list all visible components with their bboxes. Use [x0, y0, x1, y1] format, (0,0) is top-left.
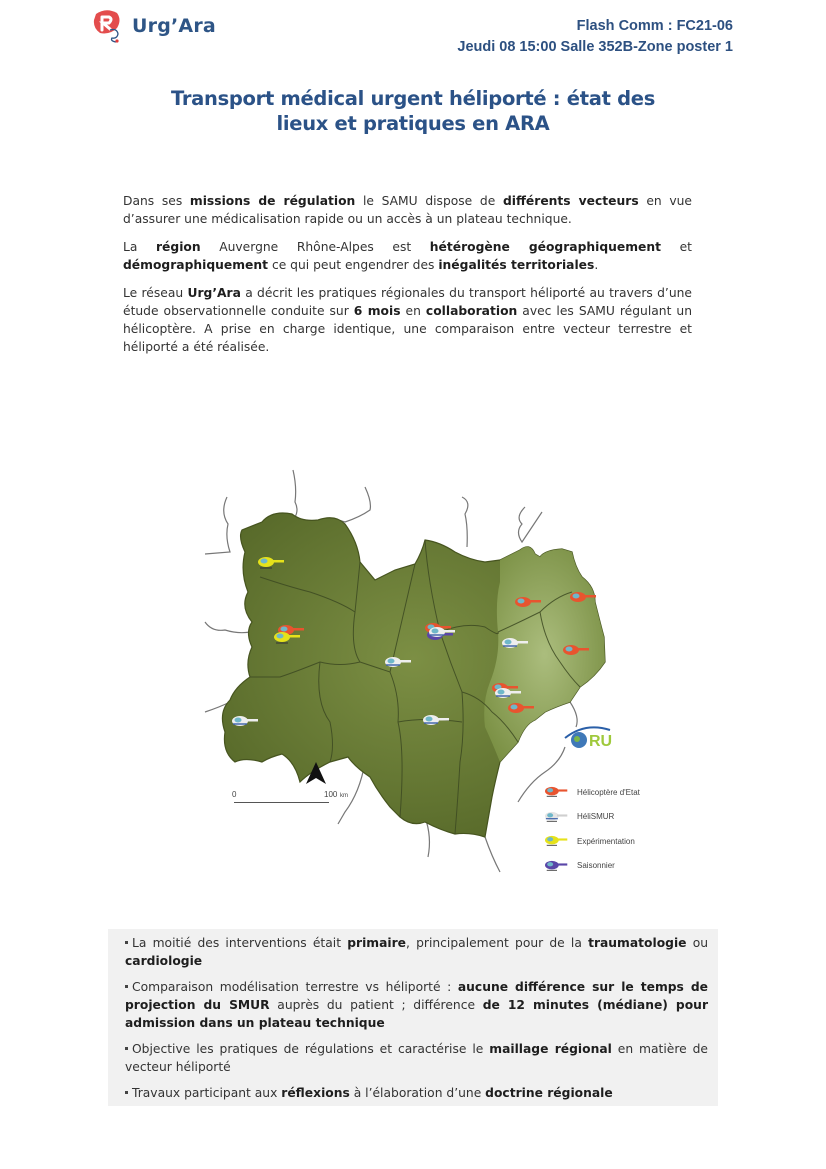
body-text: ou [686, 936, 709, 950]
title-line-2: lieux et pratiques en ARA [276, 112, 550, 135]
river [462, 497, 468, 547]
emphasis-text: doctrine régionale [485, 1086, 613, 1100]
helicopter-etat-icon [545, 785, 569, 799]
findings-box [108, 929, 718, 1106]
emphasis-text: maillage régional [489, 1042, 612, 1056]
finding-item [125, 1040, 708, 1076]
finding-item [125, 934, 708, 970]
helicopter-saisonnier-icon [545, 859, 569, 873]
urgara-logo [90, 8, 216, 44]
body-text: avec les SAMU régulant un hélicoptère. A prise en charge identique, une comparaison entre vecteur terrestre et héliporté a été réalisée. [123, 304, 692, 354]
scale-line [234, 802, 329, 803]
river [205, 622, 250, 633]
scale-bar [232, 790, 352, 804]
finding-item [125, 1084, 708, 1102]
body-text: en [400, 304, 426, 318]
emphasis-text: cardiologie [125, 954, 203, 968]
body-text: en matière de vecteur héliporté [125, 1042, 708, 1074]
river [293, 470, 297, 517]
finding-item [125, 978, 708, 1032]
emphasis-text: aucune différence sur le temps de projection du SMUR [125, 980, 708, 1012]
emphasis-text: hétérogène géographiquement [429, 240, 662, 254]
helicopter-experimentation-icon [545, 834, 569, 848]
emphasis-text: collaboration [425, 304, 518, 318]
legend-item-helismur [545, 805, 640, 830]
river [205, 497, 230, 554]
bullet-icon [125, 1047, 128, 1050]
body-text: Auvergne Rhône-Alpes est [200, 240, 430, 254]
alps-area [484, 547, 605, 762]
intro-paragraph [123, 192, 692, 228]
legend-label: Saisonnier [577, 861, 615, 871]
body-text: , principalement pour de la [406, 936, 589, 950]
emphasis-text: traumatologie [588, 936, 687, 950]
region-map [200, 462, 640, 882]
legend-label: Hélicoptère d'Etat [577, 787, 640, 797]
body-text: ce qui peut engendrer des [268, 258, 439, 272]
logo-text: Urg’Ara [132, 15, 216, 37]
findings-list [108, 929, 718, 1102]
emphasis-text: missions de régulation [189, 194, 356, 208]
body-text: à l’élaboration d’une [349, 1086, 486, 1100]
scale-end: 100 [324, 790, 338, 799]
emphasis-text: différents vecteurs [502, 194, 639, 208]
body-text: auprès du patient ; différence [269, 998, 483, 1012]
scale-start: 0 [232, 790, 237, 799]
intro-paragraph [123, 238, 692, 274]
intro-paragraph [123, 284, 692, 356]
body-text: Le réseau [123, 286, 188, 300]
legend-label: HéliSMUR [577, 812, 615, 822]
bullet-icon [125, 1091, 128, 1094]
scale-unit: km [340, 793, 348, 799]
legend-item-saisonnier [545, 854, 640, 879]
bullet-icon [125, 941, 128, 944]
body-text: Dans ses [123, 194, 190, 208]
legend-item-experimentation [545, 829, 640, 854]
intro-section [123, 192, 692, 366]
emphasis-text: région [155, 240, 201, 254]
body-text: le SAMU dispose de [355, 194, 503, 208]
bullet-icon [125, 985, 128, 988]
river [338, 487, 370, 522]
oru-logo-text: RU [589, 733, 613, 750]
river [485, 837, 500, 872]
page-title [120, 86, 706, 136]
emphasis-text: inégalités territoriales [438, 258, 595, 272]
river [519, 507, 543, 542]
body-text: a décrit les pratiques régionales du transport héliporté au travers d’une étude observationnelle conduite sur [123, 286, 692, 318]
body-text: Travaux participant aux [132, 1086, 282, 1100]
oru-logo [565, 727, 612, 750]
session-schedule: Jeudi 08 15:00 Salle 352B-Zone poster 1 [457, 39, 733, 55]
body-text: Objective les pratiques de régulations et caractérise le [132, 1042, 490, 1056]
emphasis-text: réflexions [281, 1086, 350, 1100]
body-text: . [594, 258, 599, 272]
session-info [457, 16, 733, 58]
body-text: La [123, 240, 156, 254]
map-legend [545, 780, 640, 878]
legend-label: Expérimentation [577, 836, 635, 846]
body-text: Comparaison modélisation terrestre vs héliporté : [132, 980, 458, 994]
body-text: en vue d’assurer une médicalisation rapide ou un accès à un plateau technique. [123, 194, 692, 226]
body-text: La moitié des interventions était [132, 936, 348, 950]
title-line-1: Transport médical urgent héliporté : état des [170, 87, 656, 110]
emphasis-text: démographiquement [123, 258, 269, 272]
emphasis-text: de 12 minutes (médiane) pour admission dans un plateau technique [125, 998, 709, 1030]
emphasis-text: primaire [347, 936, 407, 950]
legend-item-etat [545, 780, 640, 805]
emphasis-text: 6 mois [353, 304, 401, 318]
helicopter-helismur-icon [545, 810, 569, 824]
emphasis-text: Urg’Ara [187, 286, 241, 300]
urgara-logo-icon [90, 8, 126, 44]
flash-comm-id: Flash Comm : FC21-06 [576, 18, 733, 34]
body-text: et [661, 240, 693, 254]
river [570, 702, 577, 727]
